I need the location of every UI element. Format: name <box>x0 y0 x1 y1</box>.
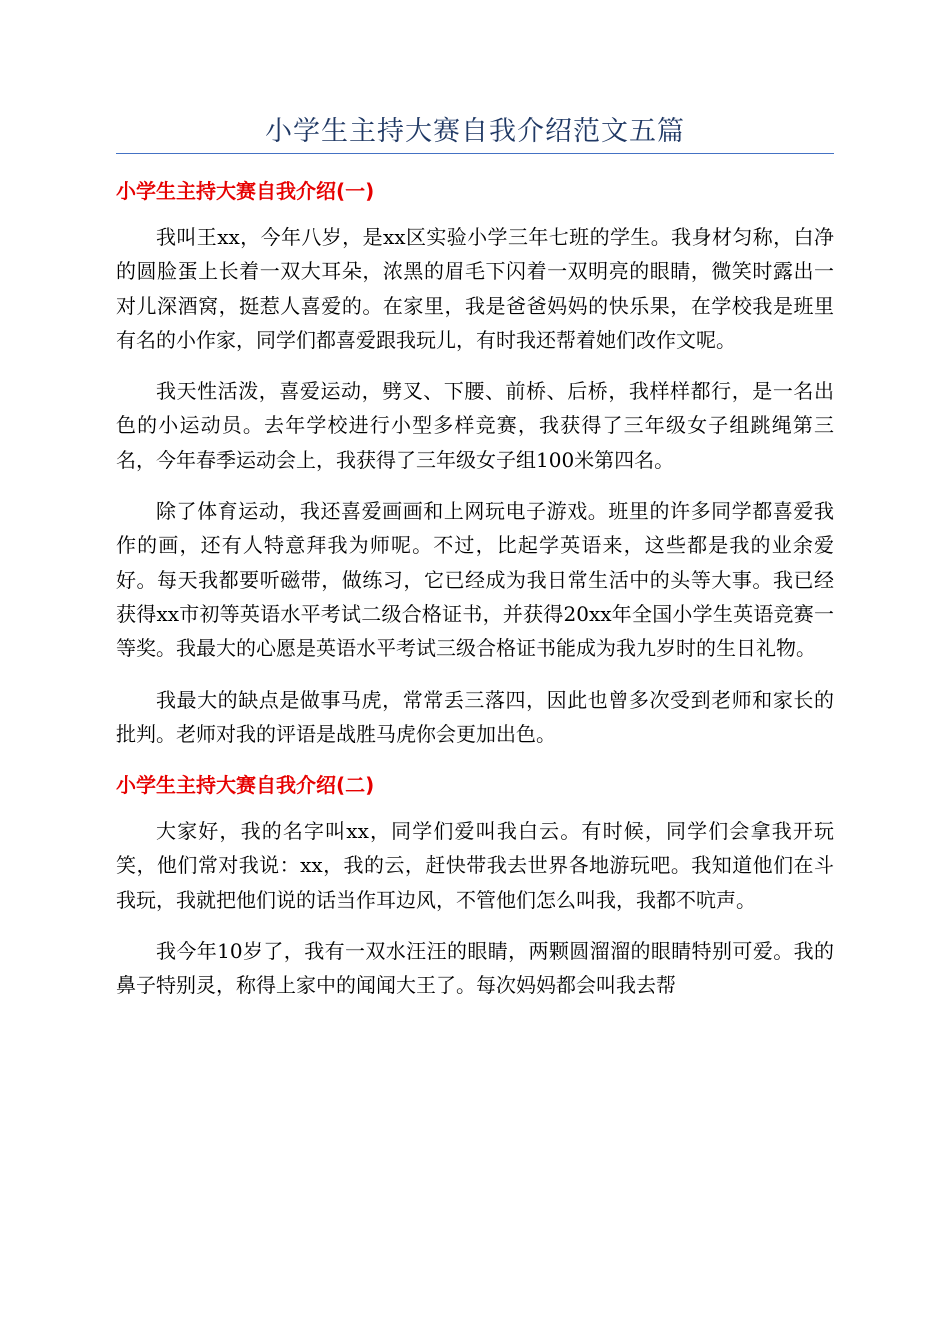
paragraph: 我最大的缺点是做事马虎，常常丢三落四，因此也曾多次受到老师和家长的批判。老师对我的评语是战胜马虎你会更加出色。 <box>116 687 834 746</box>
paragraph: 除了体育运动，我还喜爱画画和上网玩电子游戏。班里的许多同学都喜爱我作的画，还有人特意拜我为师呢。不过，比起学英语来，这些都是我的业余爱好。每天我都要听磁带，做练习，它已经成为我日常生活中的头等大事。我已经获得xx市初等英语水平考试二级合格证书，并获得20xx年全国小学生英语竞赛一等奖。我最大的心愿是英语水平考试三级合格证书能成为我九岁时的生日礼物。 <box>116 499 834 661</box>
section-heading: 小学生主持大赛自我介绍(二) <box>116 773 375 798</box>
paragraph: 大家好，我的名字叫xx，同学们爱叫我白云。有时候，同学们会拿我开玩笑，他们常对我说：xx，我的云，赶快带我去世界各地游玩吧。我知道他们在斗我玩，我就把他们说的话当作耳边风，不管他们怎么叫我，我都不吭声。 <box>116 819 834 912</box>
paragraph: 我叫王xx，今年八岁，是xx区实验小学三年七班的学生。我身材匀称，白净的圆脸蛋上长着一双大耳朵，浓黑的眉毛下闪着一双明亮的眼睛，微笑时露出一对儿深酒窝，挺惹人喜爱的。在家里，我是爸爸妈妈的快乐果，在学校我是班里有名的小作家，同学们都喜爱跟我玩儿，有时我还帮着她们改作文呢。 <box>116 225 834 352</box>
title-underline <box>116 153 834 154</box>
section-heading: 小学生主持大赛自我介绍(一) <box>116 179 375 203</box>
paragraph: 我天性活泼，喜爱运动，劈叉、下腰、前桥、后桥，我样样都行，是一名出色的小运动员。去年学校进行小型多样竞赛，我获得了三年级女子组跳绳第三名，今年春季运动会上，我获得了三年级女子组100米第四名。 <box>116 379 834 472</box>
section-1 <box>116 174 834 751</box>
document-body <box>116 174 834 1020</box>
section-2 <box>116 768 834 1002</box>
document-title: 小学生主持大赛自我介绍范文五篇 <box>265 116 685 147</box>
paragraph: 我今年10岁了，我有一双水汪汪的眼睛，两颗圆溜溜的眼睛特别可爱。我的鼻子特别灵，称得上家中的闻闻大王了。每次妈妈都会叫我去帮 <box>116 939 834 998</box>
